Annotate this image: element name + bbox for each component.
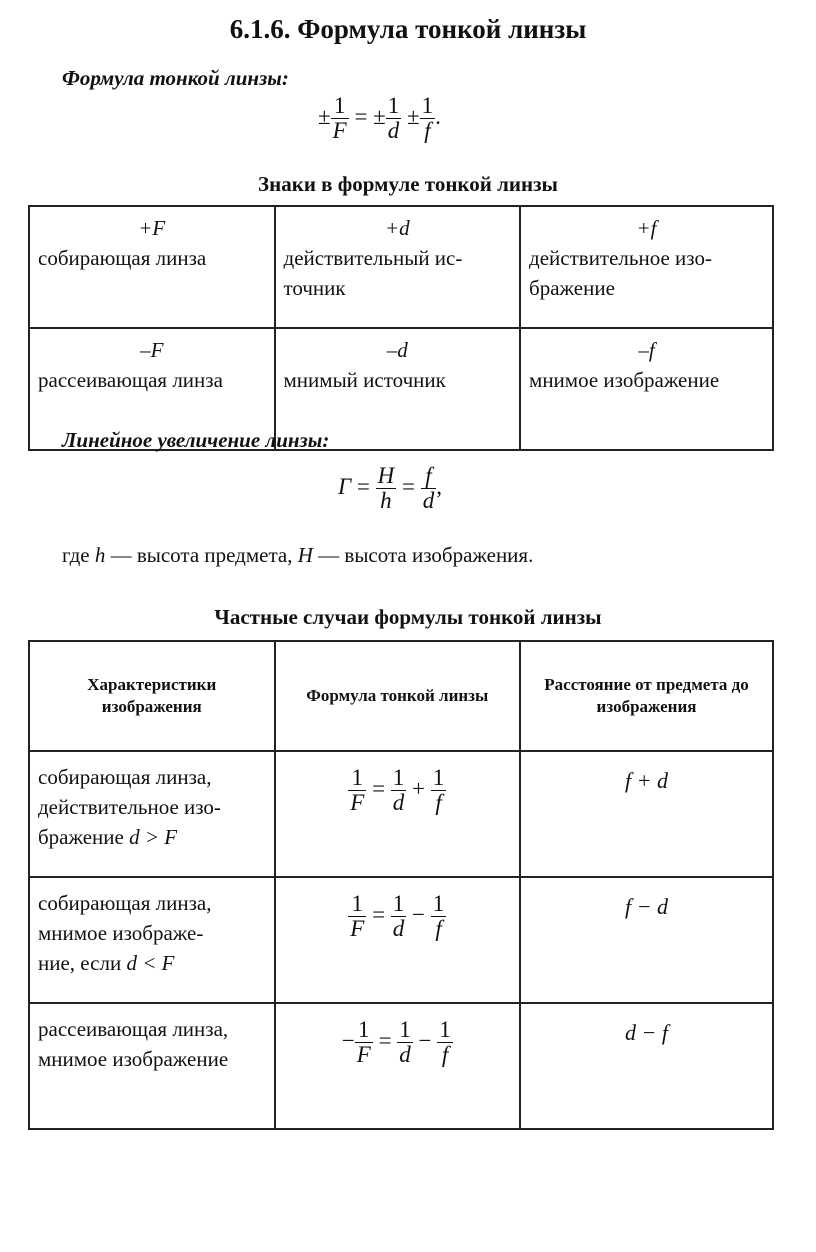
sign-description: мнимый источник <box>283 368 446 392</box>
magnification-formula: Г = $\frac{H}{h}$ = $\frac{f}{d}$ , <box>338 463 442 514</box>
case-formula: $\frac{1}{F}$ = $\frac{1}{d}$ − $\frac{1}{f}$ <box>275 877 521 1003</box>
sign-label: +f <box>636 216 657 240</box>
column-header: Расстояние от предмета до изображения <box>520 641 773 751</box>
sign-description: рассеивающая линза <box>38 368 223 392</box>
table-cell <box>520 328 773 450</box>
table-row <box>29 1003 773 1129</box>
formula-heading: Формула тонкой линзы: <box>62 66 289 90</box>
case-formula: $\frac{1}{F}$ = $\frac{1}{d}$ + $\frac{1}{f}$ <box>275 751 521 877</box>
page-title: 6.1.6. Формула тонкой линзы <box>229 14 587 44</box>
table-cell <box>29 751 275 877</box>
table-row <box>29 206 773 328</box>
cases-table-caption: Частные случаи формулы тонкой линзы <box>214 605 602 629</box>
magnification-heading: Линейное увеличение линзы: <box>62 428 330 452</box>
case-description: действительное изо- <box>38 795 221 819</box>
sign-description: бражение <box>529 276 615 300</box>
sign-description: действительное изо- <box>529 246 712 270</box>
sign-label: –F <box>140 338 164 362</box>
cases-table <box>28 640 774 1130</box>
case-description: собирающая линза, <box>38 765 212 789</box>
case-formula: − $\frac{1}{F}$ = $\frac{1}{d}$ − $\frac{1}{f}$ <box>275 1003 521 1129</box>
case-description: ние, если d < F <box>38 951 175 975</box>
table-cell <box>520 206 773 328</box>
signs-table-caption: Знаки в формуле тонкой линзы <box>258 172 558 196</box>
where-note: где h — высота предмета, H — высота изображения. <box>62 543 534 567</box>
case-description: мнимое изображе- <box>38 921 204 945</box>
thin-lens-formula: ± $\frac{1}{F}$ = ± $\frac{1}{d}$ ± $\frac{1}{f}$ . <box>318 93 441 144</box>
sign-label: +F <box>138 216 166 240</box>
sign-description: точник <box>283 276 346 300</box>
sign-label: –d <box>386 338 408 362</box>
case-distance: d − f <box>520 1003 773 1129</box>
table-row <box>29 751 773 877</box>
table-cell <box>29 1003 275 1129</box>
case-description: собирающая линза, <box>38 891 212 915</box>
table-header-row <box>29 641 773 751</box>
column-header: Характеристики изображения <box>29 641 275 751</box>
case-description: бражение d > F <box>38 825 178 849</box>
sign-description: мнимое изображение <box>529 368 720 392</box>
signs-table <box>28 205 774 451</box>
table-cell <box>29 877 275 1003</box>
case-distance: f − d <box>520 877 773 1003</box>
sign-label: –f <box>638 338 655 362</box>
sign-description: собирающая линза <box>38 246 207 270</box>
sign-label: +d <box>384 216 410 240</box>
case-description: рассеивающая линза, <box>38 1017 229 1041</box>
case-description: мнимое изображение <box>38 1047 229 1071</box>
table-cell <box>275 206 521 328</box>
column-header: Формула тонкой линзы <box>275 641 521 751</box>
table-row <box>29 877 773 1003</box>
case-distance: f + d <box>520 751 773 877</box>
sign-description: действительный ис- <box>283 246 463 270</box>
table-cell <box>29 206 275 328</box>
